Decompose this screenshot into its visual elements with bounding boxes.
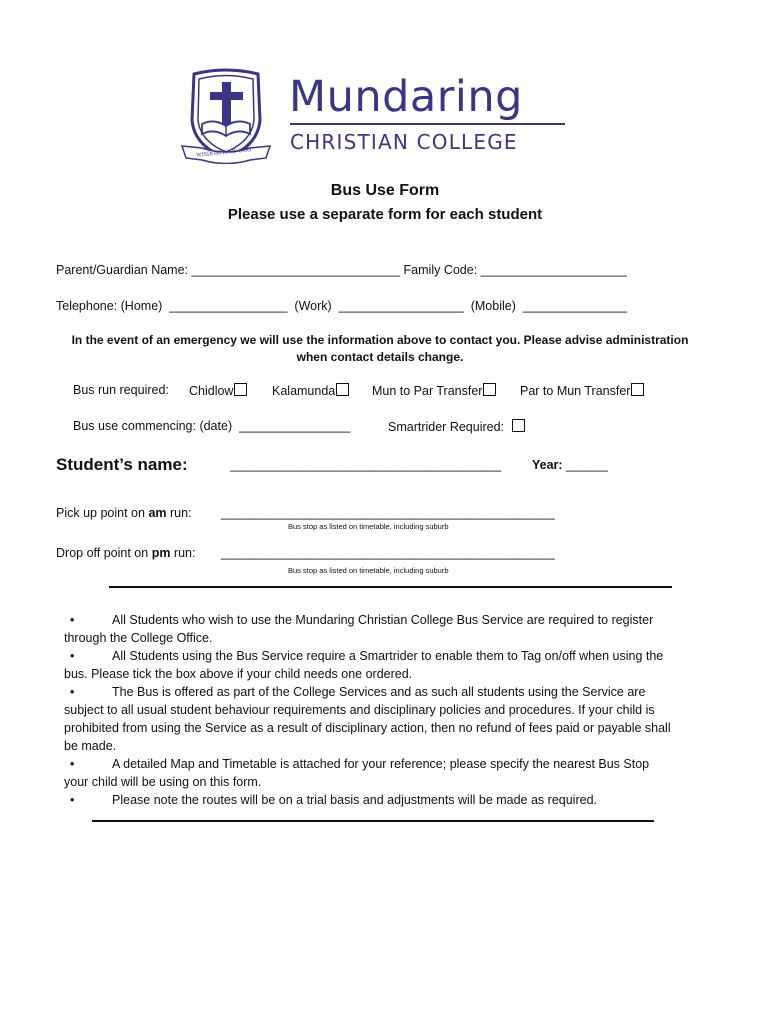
checkbox[interactable] — [631, 383, 644, 396]
telephone-mobile-field[interactable]: _______________ — [522, 299, 628, 313]
list-item — [64, 647, 676, 683]
student-name-label: Student’s name: — [56, 455, 188, 474]
footer-divider — [92, 820, 654, 822]
checkbox[interactable] — [483, 383, 496, 396]
bullet-icon: • — [70, 685, 75, 699]
option-label: Chidlow — [189, 384, 234, 398]
year-field[interactable]: ______ — [566, 458, 608, 472]
telephone-row — [56, 299, 627, 313]
emergency-notice: In the event of an emergency we will use the information above to contact you. Please advise administration when contact details change. — [71, 333, 689, 364]
parent-guardian-field[interactable]: ______________________________ — [191, 263, 401, 277]
brand-subtitle: CHRISTIAN COLLEGE — [290, 130, 518, 154]
dropoff-point-field[interactable]: ________________________________________________ — [221, 546, 555, 560]
parent-guardian-row — [56, 263, 627, 277]
list-item-text: The Bus is offered as part of the College Services and as such all students using the Service are subject to all usual student behaviour requirements and disciplinary policies and procedures. If your child is prohibited from using the Service as a result of disciplinary action, then no refund of fees paid or payable shall be made. — [64, 685, 671, 753]
bus-run-label: Bus run required: — [73, 383, 169, 397]
telephone-work-field[interactable]: __________________ — [338, 299, 464, 313]
dropoff-label-pm: pm — [151, 546, 171, 560]
list-item-text: Please note the routes will be on a trial basis and adjustments will be made as required. — [112, 793, 597, 807]
family-code-label: Family Code: — [403, 263, 478, 277]
year-label: Year: — [532, 458, 563, 472]
bullet-icon: • — [70, 757, 75, 771]
bus-run-option-chidlow[interactable] — [189, 383, 247, 398]
checkbox[interactable] — [234, 383, 247, 396]
commencing-row — [73, 419, 350, 433]
form-title: Bus Use Form — [330, 182, 440, 199]
parent-guardian-label: Parent/Guardian Name: — [56, 263, 189, 277]
smartrider-checkbox[interactable] — [512, 419, 525, 432]
section-divider — [109, 586, 672, 588]
information-list — [64, 611, 676, 809]
pickup-label-run: run: — [170, 506, 192, 520]
bullet-icon: • — [70, 649, 75, 663]
family-code-field[interactable]: _____________________ — [480, 263, 627, 277]
list-item — [64, 791, 676, 809]
brand-name: Mundaring — [289, 72, 523, 122]
dropoff-label-run: run: — [173, 546, 196, 560]
student-name-field[interactable]: _______________________________________ — [230, 458, 502, 472]
bullet-icon: • — [70, 793, 75, 807]
dropoff-label-text: Drop off point on — [56, 546, 149, 560]
crest-motto: WISDOM IS OF GOD — [195, 147, 252, 159]
dropoff-hint: Bus stop as listed on timetable, including suburb — [288, 566, 449, 575]
option-label: Par to Mun Transfer — [520, 384, 631, 398]
telephone-home-field[interactable]: _________________ — [169, 299, 288, 313]
commencing-label: Bus use commencing: (date) — [73, 419, 233, 433]
bullet-icon: • — [70, 613, 75, 627]
pickup-label — [56, 506, 192, 520]
pickup-hint: Bus stop as listed on timetable, including suburb — [288, 522, 449, 531]
pickup-label-am: am — [148, 506, 167, 520]
dropoff-label — [56, 546, 195, 560]
option-label: Mun to Par Transfer — [372, 384, 483, 398]
telephone-home-label: Telephone: (Home) — [56, 299, 163, 313]
list-item-text: All Students who wish to use the Mundaring Christian College Bus Service are required to register through the College Office. — [64, 613, 654, 645]
option-label: Kalamunda — [272, 384, 336, 398]
bus-run-option-kalamunda[interactable] — [272, 383, 349, 398]
brand-divider — [290, 123, 565, 125]
year-row — [532, 458, 608, 472]
telephone-work-label: (Work) — [294, 299, 332, 313]
bus-run-option-par-to-mun[interactable] — [520, 383, 644, 398]
list-item — [64, 683, 676, 755]
pickup-point-field[interactable]: ________________________________________________ — [221, 506, 555, 520]
bus-run-option-mun-to-par[interactable] — [372, 383, 496, 398]
list-item — [64, 755, 676, 791]
list-item-text: A detailed Map and Timetable is attached for your reference; please specify the nearest Bus Stop your child will be using on this form. — [64, 757, 650, 789]
smartrider-label: Smartrider Required: — [388, 420, 505, 434]
pickup-label-text: Pick up point on — [56, 506, 145, 520]
form-subtitle: Please use a separate form for each student — [227, 206, 543, 223]
list-item — [64, 611, 676, 647]
telephone-mobile-label: (Mobile) — [470, 299, 516, 313]
checkbox[interactable] — [336, 383, 349, 396]
list-item-text: All Students using the Bus Service require a Smartrider to enable them to Tag on/off when using the bus. Please tick the box above if your child needs one ordered. — [64, 649, 664, 681]
commencing-date-field[interactable]: ________________ — [239, 419, 351, 433]
smartrider-row — [388, 419, 525, 434]
